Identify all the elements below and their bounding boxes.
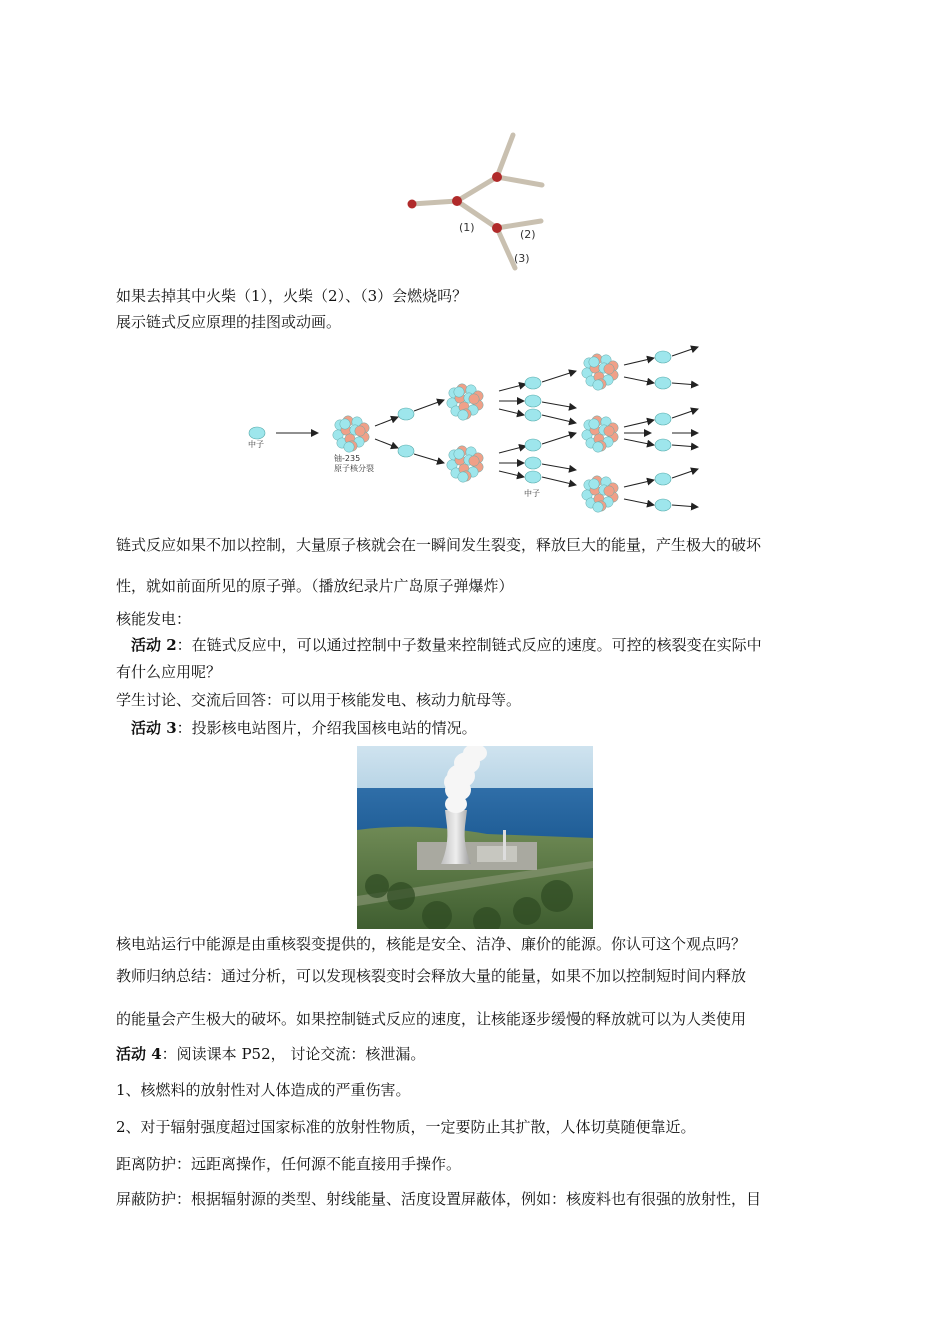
neutron-particle bbox=[525, 457, 541, 469]
reaction-arrow bbox=[375, 417, 398, 426]
neutron-particle bbox=[525, 439, 541, 451]
neutron-particle bbox=[525, 471, 541, 483]
neutron-label-2: 中子 bbox=[524, 489, 540, 498]
neutron-particle bbox=[525, 395, 541, 407]
reaction-arrow bbox=[672, 347, 698, 356]
reaction-arrow bbox=[672, 505, 698, 507]
reaction-arrow bbox=[375, 439, 398, 448]
reaction-arrow bbox=[499, 446, 526, 453]
fission-label: 原子核分裂 bbox=[334, 464, 374, 473]
nucleus bbox=[582, 476, 618, 512]
reaction-arrow bbox=[672, 469, 698, 478]
reaction-arrow bbox=[624, 439, 654, 445]
nucleus bbox=[447, 446, 483, 482]
activity-2-text: ：在链式反应中，可以通过控制中子数量来控制链式反应的速度。可控的核裂变在实际中 bbox=[176, 636, 762, 654]
neutron-particle bbox=[655, 499, 671, 511]
reaction-arrow bbox=[624, 358, 654, 365]
activity-3-line bbox=[131, 718, 477, 738]
activity-2-line bbox=[131, 635, 762, 655]
activity-4-text: ：阅读课本 P52， 讨论交流：核泄漏。 bbox=[161, 1045, 426, 1063]
match-label-3: (3) bbox=[514, 252, 530, 265]
neutron-particle bbox=[655, 439, 671, 451]
reaction-arrow bbox=[624, 499, 654, 505]
reaction-arrow bbox=[542, 415, 576, 423]
match-question: 如果去掉其中火柴（1），火柴（2）、（3）会燃烧吗？ bbox=[116, 287, 468, 305]
distance-protection: 距离防护：远距离操作，任何源不能直接用手操作。 bbox=[116, 1155, 462, 1173]
nucleus bbox=[582, 416, 618, 452]
nucleus bbox=[582, 354, 618, 390]
activity-2-label: 活动 2 bbox=[131, 636, 177, 654]
match-label-2: (2) bbox=[520, 228, 536, 241]
neutron-particle bbox=[655, 473, 671, 485]
summary-line-1: 教师归纳总结：通过分析，可以发现核裂变时会释放大量的能量，如果不加以控制短时间内释放 bbox=[116, 967, 747, 985]
power-heading: 核能发电： bbox=[116, 610, 192, 628]
chain-para-2: 性，就如前面所见的原子弹。（播放纪录片广岛原子弹爆炸） bbox=[116, 577, 514, 595]
reaction-arrow bbox=[499, 471, 524, 477]
student-answer: 学生讨论、交流后回答：可以用于核能发电、核动力航母等。 bbox=[116, 691, 522, 709]
activity-2-continued: 有什么应用呢？ bbox=[116, 663, 222, 681]
reaction-arrow bbox=[499, 409, 524, 415]
reaction-arrow bbox=[542, 464, 576, 470]
reaction-arrow bbox=[414, 400, 444, 411]
neutron-particle bbox=[525, 377, 541, 389]
chain-para-1: 链式反应如果不加以控制，大量原子核就会在一瞬间发生裂变，释放巨大的能量，产生极大的破坏 bbox=[116, 536, 762, 554]
reaction-arrow bbox=[624, 420, 654, 427]
uranium-label: 铀-235 bbox=[334, 454, 361, 463]
show-chain-line: 展示链式反应原理的挂图或动画。 bbox=[116, 313, 342, 331]
reaction-arrow bbox=[542, 477, 576, 485]
reaction-arrow bbox=[672, 409, 698, 418]
neutron-particle bbox=[398, 408, 414, 420]
activity-3-text: ：投影核电站图片，介绍我国核电站的情况。 bbox=[176, 719, 477, 737]
neutron-particle bbox=[398, 445, 414, 457]
reaction-arrow bbox=[624, 377, 654, 383]
match-label-1: (1) bbox=[459, 221, 475, 234]
list-item-1: 1、核燃料的放射性对人体造成的严重伤害。 bbox=[116, 1081, 411, 1099]
neutron-particle bbox=[655, 413, 671, 425]
reaction-arrow bbox=[542, 402, 576, 408]
activity-4-label: 活动 4 bbox=[116, 1045, 162, 1063]
reaction-arrow bbox=[542, 433, 576, 444]
reaction-arrow bbox=[672, 383, 698, 385]
reaction-arrow bbox=[499, 384, 526, 391]
nuclear-plant-photo bbox=[357, 746, 593, 929]
nucleus bbox=[333, 416, 369, 452]
neutron-particle bbox=[655, 351, 671, 363]
activity-3-label: 活动 3 bbox=[131, 719, 177, 737]
shield-protection: 屏蔽防护：根据辐射源的类型、射线能量、活度设置屏蔽体，例如：核废料也有很强的放射性，目 bbox=[116, 1190, 762, 1208]
match-chain-figure bbox=[400, 128, 560, 276]
neutron-particle bbox=[655, 377, 671, 389]
list-item-2: 2、对于辐射强度超过国家标准的放射性物质，一定要防止其扩散，人体切莫随便靠近。 bbox=[116, 1118, 696, 1136]
reaction-arrow bbox=[624, 480, 654, 487]
reaction-arrow bbox=[672, 445, 698, 447]
summary-line-2: 的能量会产生极大的破坏。如果控制链式反应的速度，让核能逐步缓慢的释放就可以为人类使用 bbox=[116, 1010, 747, 1028]
reaction-arrow bbox=[414, 454, 444, 463]
nucleus bbox=[447, 384, 483, 420]
station-question: 核电站运行中能源是由重核裂变提供的，核能是安全、洁净、廉价的能源。你认可这个观点吗？ bbox=[116, 935, 747, 953]
chain-reaction-figure bbox=[246, 340, 716, 520]
activity-4-line bbox=[116, 1044, 425, 1064]
neutron-particle bbox=[525, 409, 541, 421]
neutron-label: 中子 bbox=[248, 440, 264, 449]
reaction-arrow bbox=[542, 371, 576, 382]
incoming-neutron bbox=[249, 427, 265, 439]
